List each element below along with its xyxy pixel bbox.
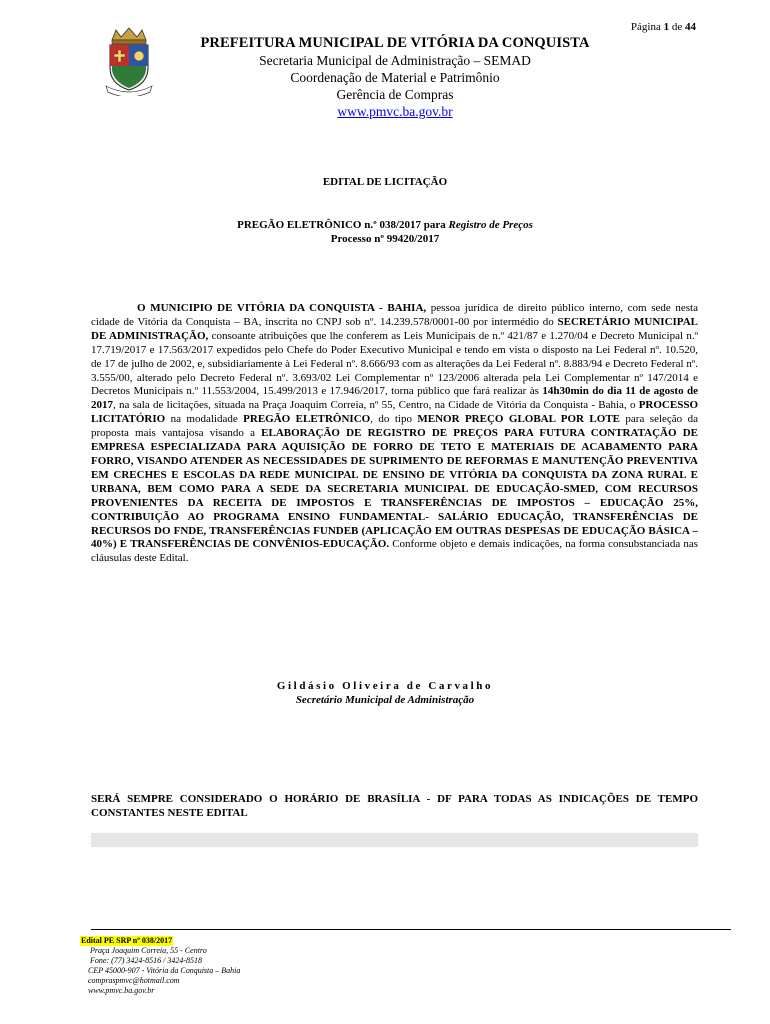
body-date-time: 14h30min do dia 11 de agosto de 2017: [91, 385, 698, 412]
signatory-role: Secretário Municipal de Administração: [295, 694, 475, 706]
footer-email[interactable]: compraspmvc@hotmail.com: [88, 976, 180, 985]
city-crest-icon: [104, 26, 154, 96]
org-name: PREFEITURA MUNICIPAL DE VITÓRIA DA CONQUISTA: [200, 35, 590, 51]
document-title: EDITAL DE LICITAÇÃO: [322, 176, 448, 188]
body-text-5: , do tipo: [370, 413, 418, 426]
body-modalidade: PREGÃO ELETRÔNICO: [243, 413, 371, 426]
body-text-2: consoante atribuições que lhe conferem as Leis Municipais de n.º 421/87 e 1.270/04 e Decreto Municipal n.º 17.719/2017 e 17.563/2017 expedidos pelo Chefe do Poder Executivo Municipal e tendo em vista o disposto na Lei Federal nº. 10.520, de 17 de julho de 2002, e, subsidiariamente à Lei Federal nº. 8.666/93 com as alterações da Lei Federal nº. 8.883/94 e Decreto Federal nº. 3.555/00, alterado pelo Decreto Federal nº. 3.693/02 Lei Complementar nº 123/2006 alterada pela Lei Complementar nº 147/2014 e Decretos Municipais n.º 11.553/2004, 15.499/2013 e 17.946/2017, torna público que fará realizar às: [91, 329, 698, 398]
body-text-1: pessoa jurídica de direito público interno, com sede nesta cidade de Vitória da Conquista – BA, inscrita no CNPJ sob nº. 14.239.578/0001-00 por intermédio do: [91, 302, 698, 328]
page-total: 44: [685, 21, 696, 33]
footer-divider: [91, 929, 731, 930]
body-secretario: SECRETÁRIO MUNICIPAL DE ADMINISTRAÇÃO,: [91, 315, 698, 342]
page-number: [631, 21, 696, 33]
body-text-4: na modalidade: [165, 413, 244, 426]
secretaria-name: Secretaria Municipal de Administração – SEMAD: [259, 53, 531, 68]
pregao-registro: Registro de Preços: [448, 219, 533, 231]
page-label: Página: [630, 21, 661, 33]
body-processo: PROCESSO LICITATÓRIO: [91, 399, 698, 426]
body-text-6: para seleção da proposta mais vantajosa visando a: [91, 413, 698, 440]
footer-cep: CEP 45000-907 - Vitória da Conquista – Bahia: [88, 966, 241, 975]
page-footer: [80, 936, 240, 996]
page-of: de: [671, 21, 683, 33]
pregao-heading: [0, 218, 770, 246]
pregao-number: PREGÃO ELETRÔNICO n.º 038/2017 para: [237, 219, 449, 231]
body-text-3: , na sala de licitações, situada na Praça Joaquim Correia, nº 55, Centro, na Cidade de Vitória da Conquista - Bahia, o: [113, 399, 639, 412]
edital-body-paragraph: [91, 302, 698, 566]
body-tipo: MENOR PREÇO GLOBAL POR LOTE: [417, 413, 620, 426]
footer-phone: Fone: (77) 3424-8516 / 3424-8518: [90, 956, 202, 965]
body-municipio: O MUNICIPIO DE VITÓRIA DA CONQUISTA - BAHIA,: [137, 302, 427, 314]
signatory-name: Gildásio Oliveira de Carvalho: [276, 680, 494, 692]
gray-separator-bar: [91, 833, 698, 847]
document-header: [170, 35, 620, 120]
footer-address: Praça Joaquim Correia, 55 - Centro: [90, 946, 207, 955]
time-notice: SERÁ SEMPRE CONSIDERADO O HORÁRIO DE BRASÍLIA - DF PARA TODAS AS INDICAÇÕES DE TEMPO CONSTANTES NESTE EDITAL: [91, 793, 698, 819]
signature-block: [0, 680, 770, 706]
website-link[interactable]: www.pmvc.ba.gov.br: [337, 104, 453, 119]
body-objeto: ELABORAÇÃO DE REGISTRO DE PREÇOS PARA FUTURA CONTRATAÇÃO DE EMPRESA ESPECIALIZADA PARA AQUISIÇÃO DE FORRO DE TETO E MATERIAIS DE ACABAMENTO PARA FORRO, VISANDO ATENDER AS NECESSIDADES DE SUPRIMENTO DE REFORMAS E MANUTENÇÃO PREVENTIVA EM CRECHES E ESCOLAS DA REDE MUNICIPAL DE ENSINO DE VITÓRIA DA CONQUISTA DA ZONA RURAL E URBANA, BEM COMO PARA A SEDE DA SECRETARIA MUNICIPAL DE EDUCAÇÃO-SMED, COM RECURSOS PROVENIENTES DA RECEITA DE IMPOSTOS E TRANSFERÊNCIAS DE IMPOSTOS – EDUCAÇÃO 25%, CONTRIBUIÇÃO AO PROGRAMA ENSINO FUNDAMENTAL- SALÁRIO EDUCAÇÃO, TRANSFERÊNCIAS DE RECURSOS DO FNDE, TRANSFERÊNCIAS FUNDEB (APLICAÇÃO EM OUTRAS DESPESAS DE EDUCAÇÃO BÁSICA – 40%) E TRANSFERÊNCIAS DE CONVÊNIOS-EDUCAÇÃO.: [91, 427, 698, 551]
processo-number: Processo nº 99420/2017: [330, 233, 440, 245]
gerencia-name: Gerência de Compras: [336, 87, 454, 102]
body-text-7: Conforme objeto e demais indicações, na forma consubstanciada nas cláusulas deste Edital.: [91, 538, 698, 565]
pregao-line: [0, 218, 770, 232]
footer-site[interactable]: www.pmvc.ba.gov.br: [88, 986, 155, 995]
page-current: 1: [663, 21, 670, 33]
coordenacao-name: Coordenação de Material e Patrimônio: [290, 70, 500, 85]
edital-reference: Edital PE SRP nº 038/2017: [81, 936, 173, 945]
